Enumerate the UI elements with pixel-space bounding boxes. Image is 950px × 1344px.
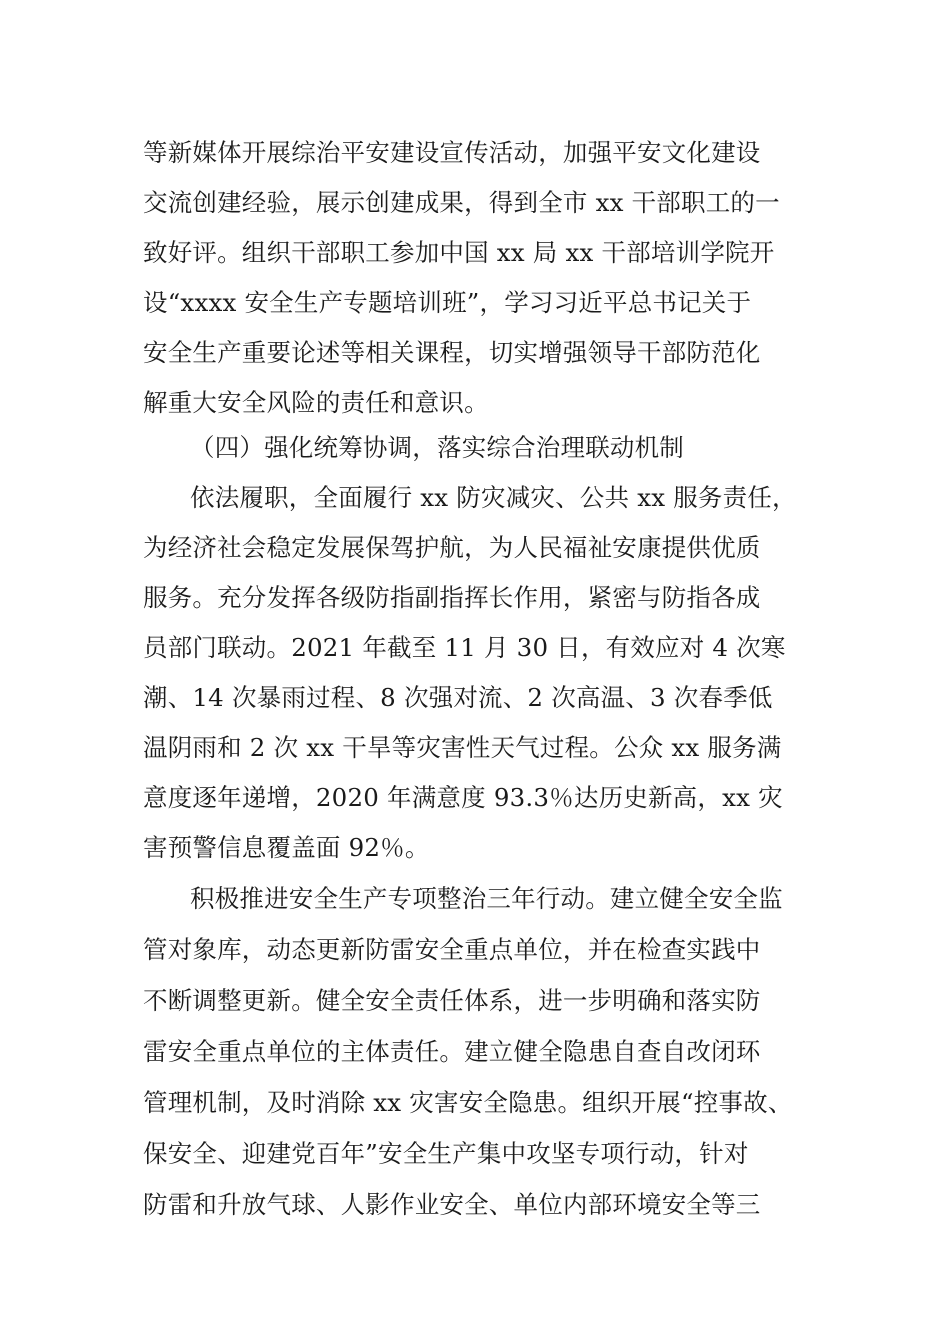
body-text-line: 交流创建经验，展示创建成果，得到全市 xx 干部职工的一 bbox=[143, 188, 780, 217]
section-heading: （四）强化统筹协调，落实综合治理联动机制 bbox=[190, 433, 684, 462]
body-text-line: 服务。充分发挥各级防指副指挥长作用，紧密与防指各成 bbox=[143, 583, 761, 612]
body-text-line: 积极推进安全生产专项整治三年行动。建立健全安全监 bbox=[190, 884, 783, 913]
body-text-line: 意度逐年递增，2020 年满意度 93.3％达历史新高，xx 灾 bbox=[143, 783, 783, 812]
body-text-line: 管理机制，及时消除 xx 灾害安全隐患。组织开展“控事故、 bbox=[143, 1088, 793, 1117]
body-text-line: 温阴雨和 2 次 xx 干旱等灾害性天气过程。公众 xx 服务满 bbox=[143, 733, 782, 762]
body-text-line: 致好评。组织干部职工参加中国 xx 局 xx 干部培训学院开 bbox=[143, 238, 775, 267]
body-text-line: 等新媒体开展综治平安建设宣传活动，加强平安文化建设 bbox=[143, 138, 761, 167]
body-text-line: 解重大安全风险的责任和意识。 bbox=[143, 388, 489, 417]
body-text-line: 为经济社会稳定发展保驾护航，为人民福祉安康提供优质 bbox=[143, 533, 761, 562]
body-text-line: 雷安全重点单位的主体责任。建立健全隐患自查自改闭环 bbox=[143, 1037, 761, 1066]
body-text-line: 设“xxxx 安全生产专题培训班”，学习习近平总书记关于 bbox=[143, 288, 752, 317]
body-text-line: 不断调整更新。健全安全责任体系，进一步明确和落实防 bbox=[143, 986, 761, 1015]
body-text-line: 害预警信息覆盖面 92％。 bbox=[143, 833, 430, 862]
body-text-line: 员部门联动。2021 年截至 11 月 30 日，有效应对 4 次寒 bbox=[143, 633, 786, 662]
body-text-line: 防雷和升放气球、人影作业安全、单位内部环境安全等三 bbox=[143, 1190, 761, 1219]
body-text-line: 保安全、迎建党百年”安全生产集中攻坚专项行动，针对 bbox=[143, 1139, 749, 1168]
body-text-line: 管对象库，动态更新防雷安全重点单位，并在检查实践中 bbox=[143, 935, 761, 964]
body-text-line: 潮、14 次暴雨过程、8 次强对流、2 次高温、3 次春季低 bbox=[143, 683, 773, 712]
body-text-line: 安全生产重要论述等相关课程，切实增强领导干部防范化 bbox=[143, 338, 761, 367]
body-text-line: 依法履职，全面履行 xx 防灾减灾、公共 xx 服务责任， bbox=[190, 483, 797, 512]
